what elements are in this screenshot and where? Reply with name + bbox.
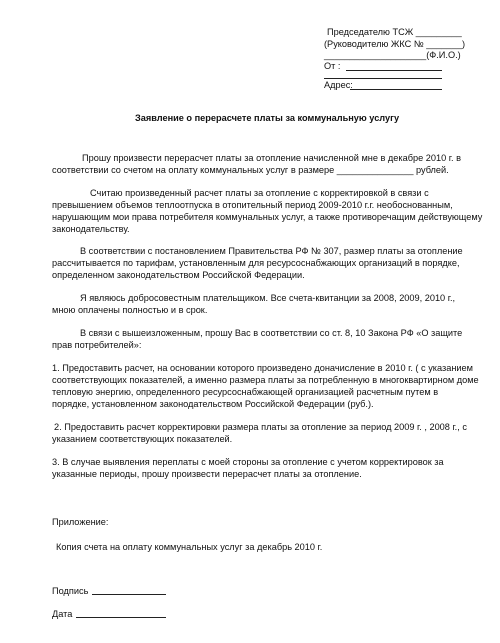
header-fio: ____________________(Ф.И.О.) — [324, 50, 461, 60]
request-item-3-line: указанные периоды, прошу произвести перерасчет платы за отопление. — [52, 469, 362, 479]
date-label: Дата — [52, 609, 73, 619]
header-addressee-alt: (Руководителю ЖКС № _______) — [324, 39, 466, 49]
attachment-text: Копия счета на оплату коммунальных услуг за декабрь 2010 г. — [56, 542, 323, 552]
paragraph-3-line: определенном законодательством Российской Федерации. — [52, 270, 305, 280]
request-item-1-line: соответствующих показателей, а именно размера платы за потребленную в многоквартирном доме — [52, 375, 479, 385]
date-line — [76, 617, 166, 618]
header-address-line — [350, 89, 442, 90]
signature-line — [92, 594, 166, 595]
header-from-line — [346, 70, 442, 71]
paragraph-3-line: рассчитывается по тарифам, установленным для ресурсоснабжающих организаций в порядке, — [52, 258, 460, 268]
request-item-1-line: тепловую энергию, определенного ресурсоснабжающей организацией расчетным путем в — [52, 387, 439, 397]
request-item-1-line: порядке, установленном законодательством Российской Федерации (руб.). — [52, 399, 374, 409]
document-title: Заявление о перерасчете платы за коммунальную услугу — [135, 113, 400, 123]
header-from-label: От : — [324, 61, 341, 71]
paragraph-1-line: Прошу произвести перерасчет платы за отопление начисленной мне в декабре 2010 г. в — [82, 153, 461, 163]
request-item-2-line: указанием соответствующих показателей. — [52, 434, 233, 444]
paragraph-4-line: мною оплачены полностью и в срок. — [52, 305, 208, 315]
paragraph-2-line: превышением объемов теплоотпуска в отопительный период 2009-2010 г.г. необоснованным, — [52, 200, 453, 210]
header-addressee: Председателю ТСЖ _________ — [327, 27, 462, 37]
paragraph-5-line: прав потребителей»: — [52, 340, 142, 350]
paragraph-5-line: В связи с вышеизложенным, прошу Вас в соответствии со ст. 8, 10 Закона РФ «О защите — [80, 328, 463, 338]
paragraph-2-line: Считаю произведенный расчет платы за отопление с корректировкой в связи с — [90, 188, 429, 198]
header-address-label: Адрес: — [324, 80, 353, 90]
attachment-label: Приложение: — [52, 517, 109, 527]
paragraph-2-line: нарушающим мои права потребителя коммунальных услуг, а также противоречащим действующему — [52, 212, 483, 222]
request-item-2-line: 2. Предоставить расчет корректировки размера платы за отопление за период 2009 г. , 2008 г., с — [54, 422, 467, 432]
paragraph-3-line: В соответствии с постановлением Правительства РФ № 307, размер платы за отопление — [80, 246, 463, 256]
paragraph-1-line: соответствии со счетом на оплату коммунальных услуг в размере _______________ рублей. — [52, 165, 449, 175]
request-item-3-line: 3. В случае выявления переплаты с моей стороны за отопление с учетом корректировок за — [52, 457, 444, 467]
paragraph-2-line: законодательству. — [52, 224, 130, 234]
paragraph-4-line: Я являюсь добросовестным плательщиком. Все счета-квитанции за 2008, 2009, 2010 г., — [80, 293, 456, 303]
request-item-1-line: 1. Предоставить расчет, на основании которого произведено доначисление в 2010 г. ( с указанием — [52, 363, 473, 373]
signature-label: Подпись — [52, 586, 89, 596]
